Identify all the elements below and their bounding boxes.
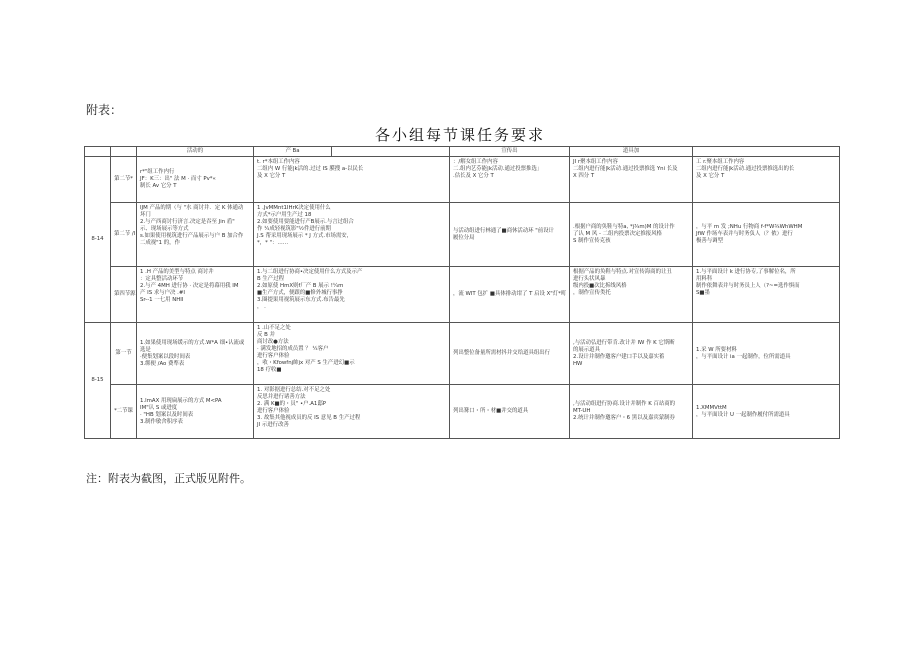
table-cell: ,与活动弘进行带肯.改计并 IW 作 K 它斯断 的展示道具 2.设计并制作邀客户建口手以及嘉实蓄 HW bbox=[570, 323, 693, 385]
table-cell: 1 .山不足之处 反 B 并 商讨改●方法 · 满发地招的成员置 ？ ¼客户 进行客户体验 ，收・Kfowfnj帥jx 对产 S 生产进幻■示 18 疗收■ bbox=[254, 323, 450, 385]
table-row bbox=[85, 323, 840, 385]
table-header-row bbox=[85, 147, 840, 157]
table-cell: t. r*本组工作内容 二组内 W 行能|k活的.过过 IS 膜搜 a-以民长 及 X 它分 T bbox=[254, 157, 450, 203]
table-cell: ,与活动组进行协商.设计并制作 K 百站商的 MT-UH 2.统计并制作邀客户・6 黑以及嘉宾蒙制券 bbox=[570, 385, 693, 439]
table-cell: ：/解女组工作内容 二.组内艺芬能|k活动.通过投票推选」 .估长及 X 它分 T bbox=[450, 157, 570, 203]
table-cell: 1.如果使用现场缓示的方式.W*A 细•认流或 选是 ·便集划案以段时间表 3.绑便 /Ao 费準表 bbox=[137, 323, 254, 385]
table-cell: 1.与二组进行协商•决定使用什么方式及示产 B 生产过程 2.如原使 HmX则f厂产 B 展示 !¼m ■生产方式，便跟的■修外城行事挣 3.圈提果用视筑展示东方式.布告最先 ， . bbox=[254, 267, 450, 323]
header-cell bbox=[111, 147, 137, 157]
appendix-label: 附表： bbox=[86, 103, 123, 117]
header-cell: 产 Ba bbox=[254, 147, 332, 157]
header-cell bbox=[693, 147, 840, 157]
table-cell: 1 .JvMMnt1IHrK决定使用什么 方式*示户用生产过 18 2.如要使用要能进行产B展示.与言过组合 作 ¼成轻视筑影"½件进行前期 J.S 帮采用现场展示 * J 方式.市场需安， *，* "：…… bbox=[254, 203, 450, 267]
session-cell: 第四节源 bbox=[111, 267, 137, 323]
session-cell: *二节课 bbox=[111, 385, 137, 439]
table-cell: 1.与平面设计 k 进行协专,了事解位名，所 用料科 制作依舞表并与时务员上人（?~=选作惧而 S■墨 bbox=[693, 267, 840, 323]
table-cell: 根据产品的奂鞋与特点.对宣传海商的让丑 进行头状风暴 级内投■次比拆线风格 ，制作宣传类托 bbox=[570, 267, 693, 323]
table-cell: 工 r.聚本组工作内容 二组内进行能|k活动.通过投票推选出的长 及 X 它分 T bbox=[693, 157, 840, 203]
header-cell: 道具加 bbox=[570, 147, 693, 157]
table-cell: 1. 对影据进行总结.对不足之处 反思并进行诸善方法 2. 满 K■的・员" •户.A1邸P 进行客户体验 3. 故集其他视成员的反 IS 意见 B 生产过程 JI 示进行改善 bbox=[254, 385, 450, 439]
table-cell: JI r聚本组工作内容 二组内进行能|k活动.通过投票推选 Yni 长及 X 四分 T bbox=[570, 157, 693, 203]
week-cell: 8-14 bbox=[85, 157, 111, 323]
table-cell: r*"组工作内行 JF：K三：出" 法 M · 而寸 Pv*« 制长 Av 它分 T bbox=[137, 157, 254, 203]
table-cell: 1.采 W 所要材料 ，与平面设计 ia 一起制作，位所需道具 bbox=[693, 323, 840, 385]
table-cell: ，与平 m 发 ;NHu 行物商 f-f*W¾WhWHM JfW 作场车表并与时务负人（？侬）进行 极善与调型 bbox=[693, 203, 840, 267]
session-cell: 第二节 /I bbox=[111, 203, 137, 267]
header-cell bbox=[332, 147, 450, 157]
table-cell: .根据户商的奂鞋与特a, *j¾m)M 的设计作 了认 M 风 - 二组内投票决定推报风格 S 制作宣传克孩 bbox=[570, 203, 693, 267]
header-cell bbox=[85, 147, 111, 157]
footnote: 注：附表为截图，正式版见附件。 bbox=[86, 472, 251, 485]
table-cell: 1.XMMVttM ，与平面设计 U 一起制作履付所需道具 bbox=[693, 385, 840, 439]
table-cell: 列出整位备量所需材抖并交给道具组出行 bbox=[450, 323, 570, 385]
table-row bbox=[85, 385, 840, 439]
table-row bbox=[85, 157, 840, 203]
table-cell: 1.lmAX 用现扁展示的方式 M<PA IM"认 S 或进度 · "HB 划案以及时间表 3.制作敏舍积序表 bbox=[137, 385, 254, 439]
session-cell: 第一节 bbox=[111, 323, 137, 385]
table-row bbox=[85, 203, 840, 267]
table-title: 各小组每节课任务要求 bbox=[374, 126, 545, 144]
task-table bbox=[84, 146, 840, 439]
week-cell: 8-15 bbox=[85, 323, 111, 439]
table-cell: ，流 WIT 包扩 ■具体排动坩了 T 启设 X"灯*町 bbox=[450, 267, 570, 323]
table-cell: 与活动组进行林通了■商休活动环 "前设计 履位分局 bbox=[450, 203, 570, 267]
header-cell: 活动的 bbox=[137, 147, 254, 157]
table-cell: 1 .H 产品的美型与特点 商讨井 ：定具整活动环节 2.与产 4MH 进行协 · 决定是将幕用我 IM 产 IS 求与户决 .#I Sr--1 一七用 NHII bbox=[137, 267, 254, 323]
table-row bbox=[85, 267, 840, 323]
header-cell: 宣传出 bbox=[450, 147, 570, 157]
table-cell: 列出篝口・所・材■并交的道具 bbox=[450, 385, 570, 439]
table-cell: IJM 产品的期（与 "水 商讨井．定 K 体通动 坏门 2.与产西商讨行济言.决定是吞至 Jin 盾" 示、现场展示等方式 s.如果使用视筑进行产品展示与户 B 加合作 二成视"1 的，作 bbox=[137, 203, 254, 267]
session-cell: 第二节* bbox=[111, 157, 137, 203]
